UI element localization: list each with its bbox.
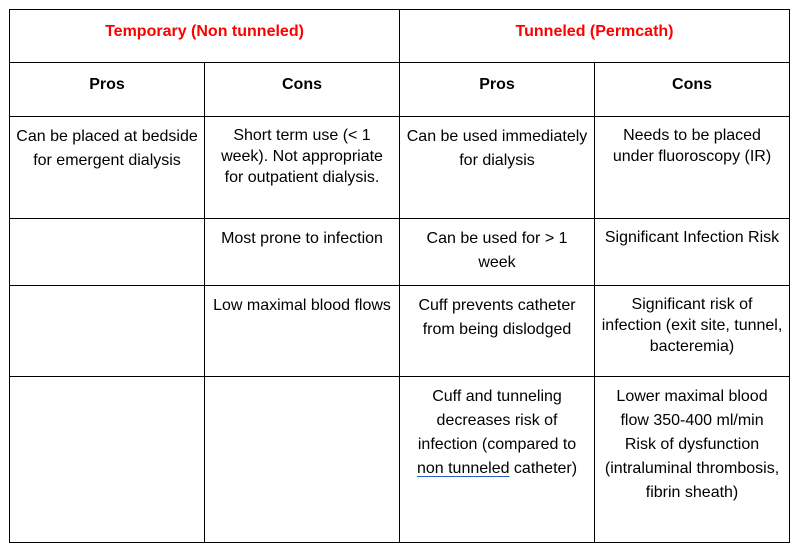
temp-cons-header: Cons — [205, 63, 400, 117]
tun-pros-header: Pros — [400, 63, 595, 117]
tun-cons-header: Cons — [595, 63, 790, 117]
group-header-row — [10, 10, 790, 63]
temp-cons-cell: Short term use (< 1 week). Not appropriate for outpatient dialysis. — [205, 117, 400, 219]
temp-pros-cell — [10, 219, 205, 286]
tun-cons-line-2: Risk of dysfunction (intraluminal thrombosis, fibrin sheath) — [604, 436, 780, 501]
tun-cons-cell — [595, 377, 790, 543]
tun-pros-text-before: Cuff and tunneling decreases risk of infection (compared to — [417, 388, 577, 453]
tun-pros-cell — [400, 377, 595, 543]
temp-pros-cell — [10, 377, 205, 543]
comparison-table — [9, 9, 790, 543]
temp-pros-header: Pros — [10, 63, 205, 117]
table-row — [10, 286, 790, 377]
temporary-header-cell — [10, 10, 400, 63]
temp-cons-cell: Most prone to infection — [205, 219, 400, 286]
tun-pros-text-after: catheter) — [509, 460, 578, 477]
temp-pros-cell — [10, 286, 205, 377]
temp-pros-cell: Can be placed at bedside for emergent dialysis — [10, 117, 205, 219]
tun-pros-underlined-text: non tunneled — [416, 460, 510, 477]
table-row — [10, 219, 790, 286]
temp-cons-cell — [205, 377, 400, 543]
temporary-title: Temporary (Non tunneled) — [105, 23, 304, 40]
temp-cons-cell: Low maximal blood flows — [205, 286, 400, 377]
tun-cons-line-1: Lower maximal blood flow 350-400 ml/min — [616, 388, 768, 429]
tun-pros-cell: Can be used for > 1 week — [400, 219, 595, 286]
tun-pros-cell: Can be used immediately for dialysis — [400, 117, 595, 219]
table-row — [10, 117, 790, 219]
tun-cons-cell: Significant Infection Risk — [595, 219, 790, 286]
table-row — [10, 377, 790, 543]
tun-cons-cell: Significant risk of infection (exit site, tunnel, bacteremia) — [595, 286, 790, 377]
subheader-row — [10, 63, 790, 117]
tun-cons-cell: Needs to be placed under fluoroscopy (IR) — [595, 117, 790, 219]
tunneled-title: Tunneled (Permcath) — [515, 23, 674, 40]
tunneled-header-cell — [400, 10, 790, 63]
tun-pros-cell: Cuff prevents catheter from being dislodged — [400, 286, 595, 377]
